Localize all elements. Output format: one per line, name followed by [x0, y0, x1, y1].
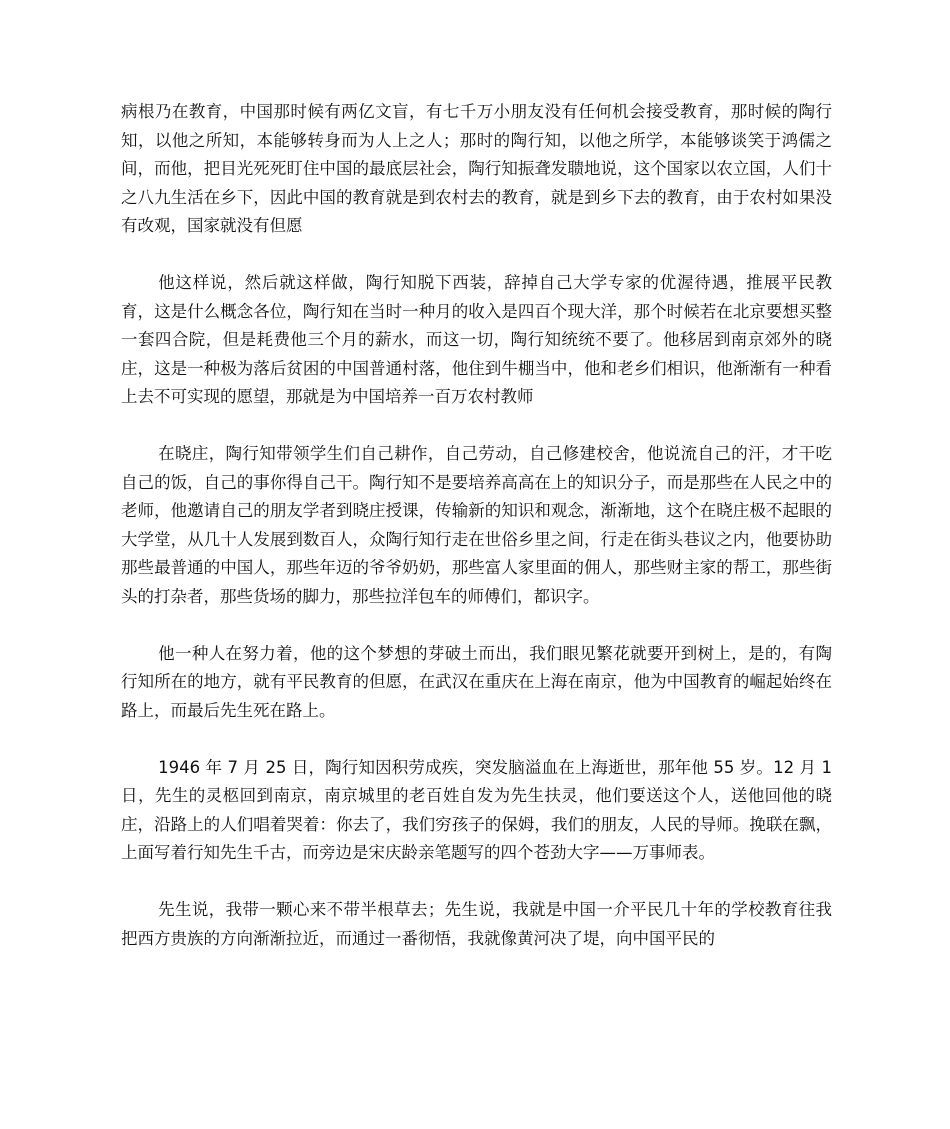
paragraph-6: 先生说，我带一颗心来不带半根草去；先生说，我就是中国一介平民几十年的学校教育往我把西方贵族的方向渐渐拉近，而通过一番彻悟，我就像黄河决了堤，向中国平民的: [121, 900, 832, 948]
paragraph-1: 病根乃在教育，中国那时候有两亿文盲，有七千万小朋友没有任何机会接受教育，那时候的陶行知，以他之所知，本能够转身而为人上之人；那时的陶行知，以他之所学，本能够谈笑于鸿儒之间，而他，把目光死死盯住中国的最底层社会，陶行知振聋发聩地说，这个国家以农立国，人们十之八九生活在乡下，因此中国的教育就是到农村去的教育，就是到乡下去的教育，由于农村如果没有改观，国家就没有但愿: [121, 102, 832, 235]
document-body: [121, 98, 832, 982]
paragraph-5: 1946 年 7 月 25 日，陶行知因积劳成疾，突发脑溢血在上海逝世，那年他 55 岁。12 月 1 日，先生的灵柩回到南京，南京城里的老百姓自发为先生扶灵，他们要送这个人，送他回他的晓庄，沿路上的人们唱着哭着：你去了，我们穷孩子的保姆，我们的朋友，人民的导师。挽联在飘，上面写着行知先生千古，而旁边是宋庆龄亲笔题写的四个苍劲大字——万事师表。: [121, 757, 832, 862]
paragraph-4: 他一种人在努力着，他的这个梦想的芽破土而出，我们眼见繁花就要开到树上，是的，有陶行知所在的地方，就有平民教育的但愿，在武汉在重庆在上海在南京，他为中国教育的崛起始终在路上，而最后先生死在路上。: [121, 643, 832, 720]
paragraph-3: 在晓庄，陶行知带领学生们自己耕作，自己劳动，自己修建校舍，他说流自己的汗，才干吃自己的饭，自己的事你得自己干。陶行知不是要培养高高在上的知识分子，而是那些在人民之中的老师，他邀请自己的朋友学者到晓庄授课，传输新的知识和观念，渐渐地，这个在晓庄极不起眼的大学堂，从几十人发展到数百人，众陶行知行走在世俗乡里之间，行走在街头巷议之内，他要协助那些最普通的中国人，那些年迈的爷爷奶奶，那些富人家里面的佣人，那些财主家的帮工，那些街头的打杂者，那些货场的脚力，那些拉洋包车的师傅们，都识字。: [121, 444, 832, 606]
paragraph-2: 他这样说，然后就这样做，陶行知脱下西装，辞掉自己大学专家的优渥待遇，推展平民教育，这是什么概念各位，陶行知在当时一种月的收入是四百个现大洋，那个时候若在北京要想买整一套四合院，但是耗费他三个月的薪水，而这一切，陶行知统统不要了。他移居到南京郊外的晓庄，这是一种极为落后贫困的中国普通村落，他住到牛棚当中，他和老乡们相识，他渐渐有一种看上去不可实现的愿望，那就是为中国培养一百万农村教师: [121, 273, 832, 406]
